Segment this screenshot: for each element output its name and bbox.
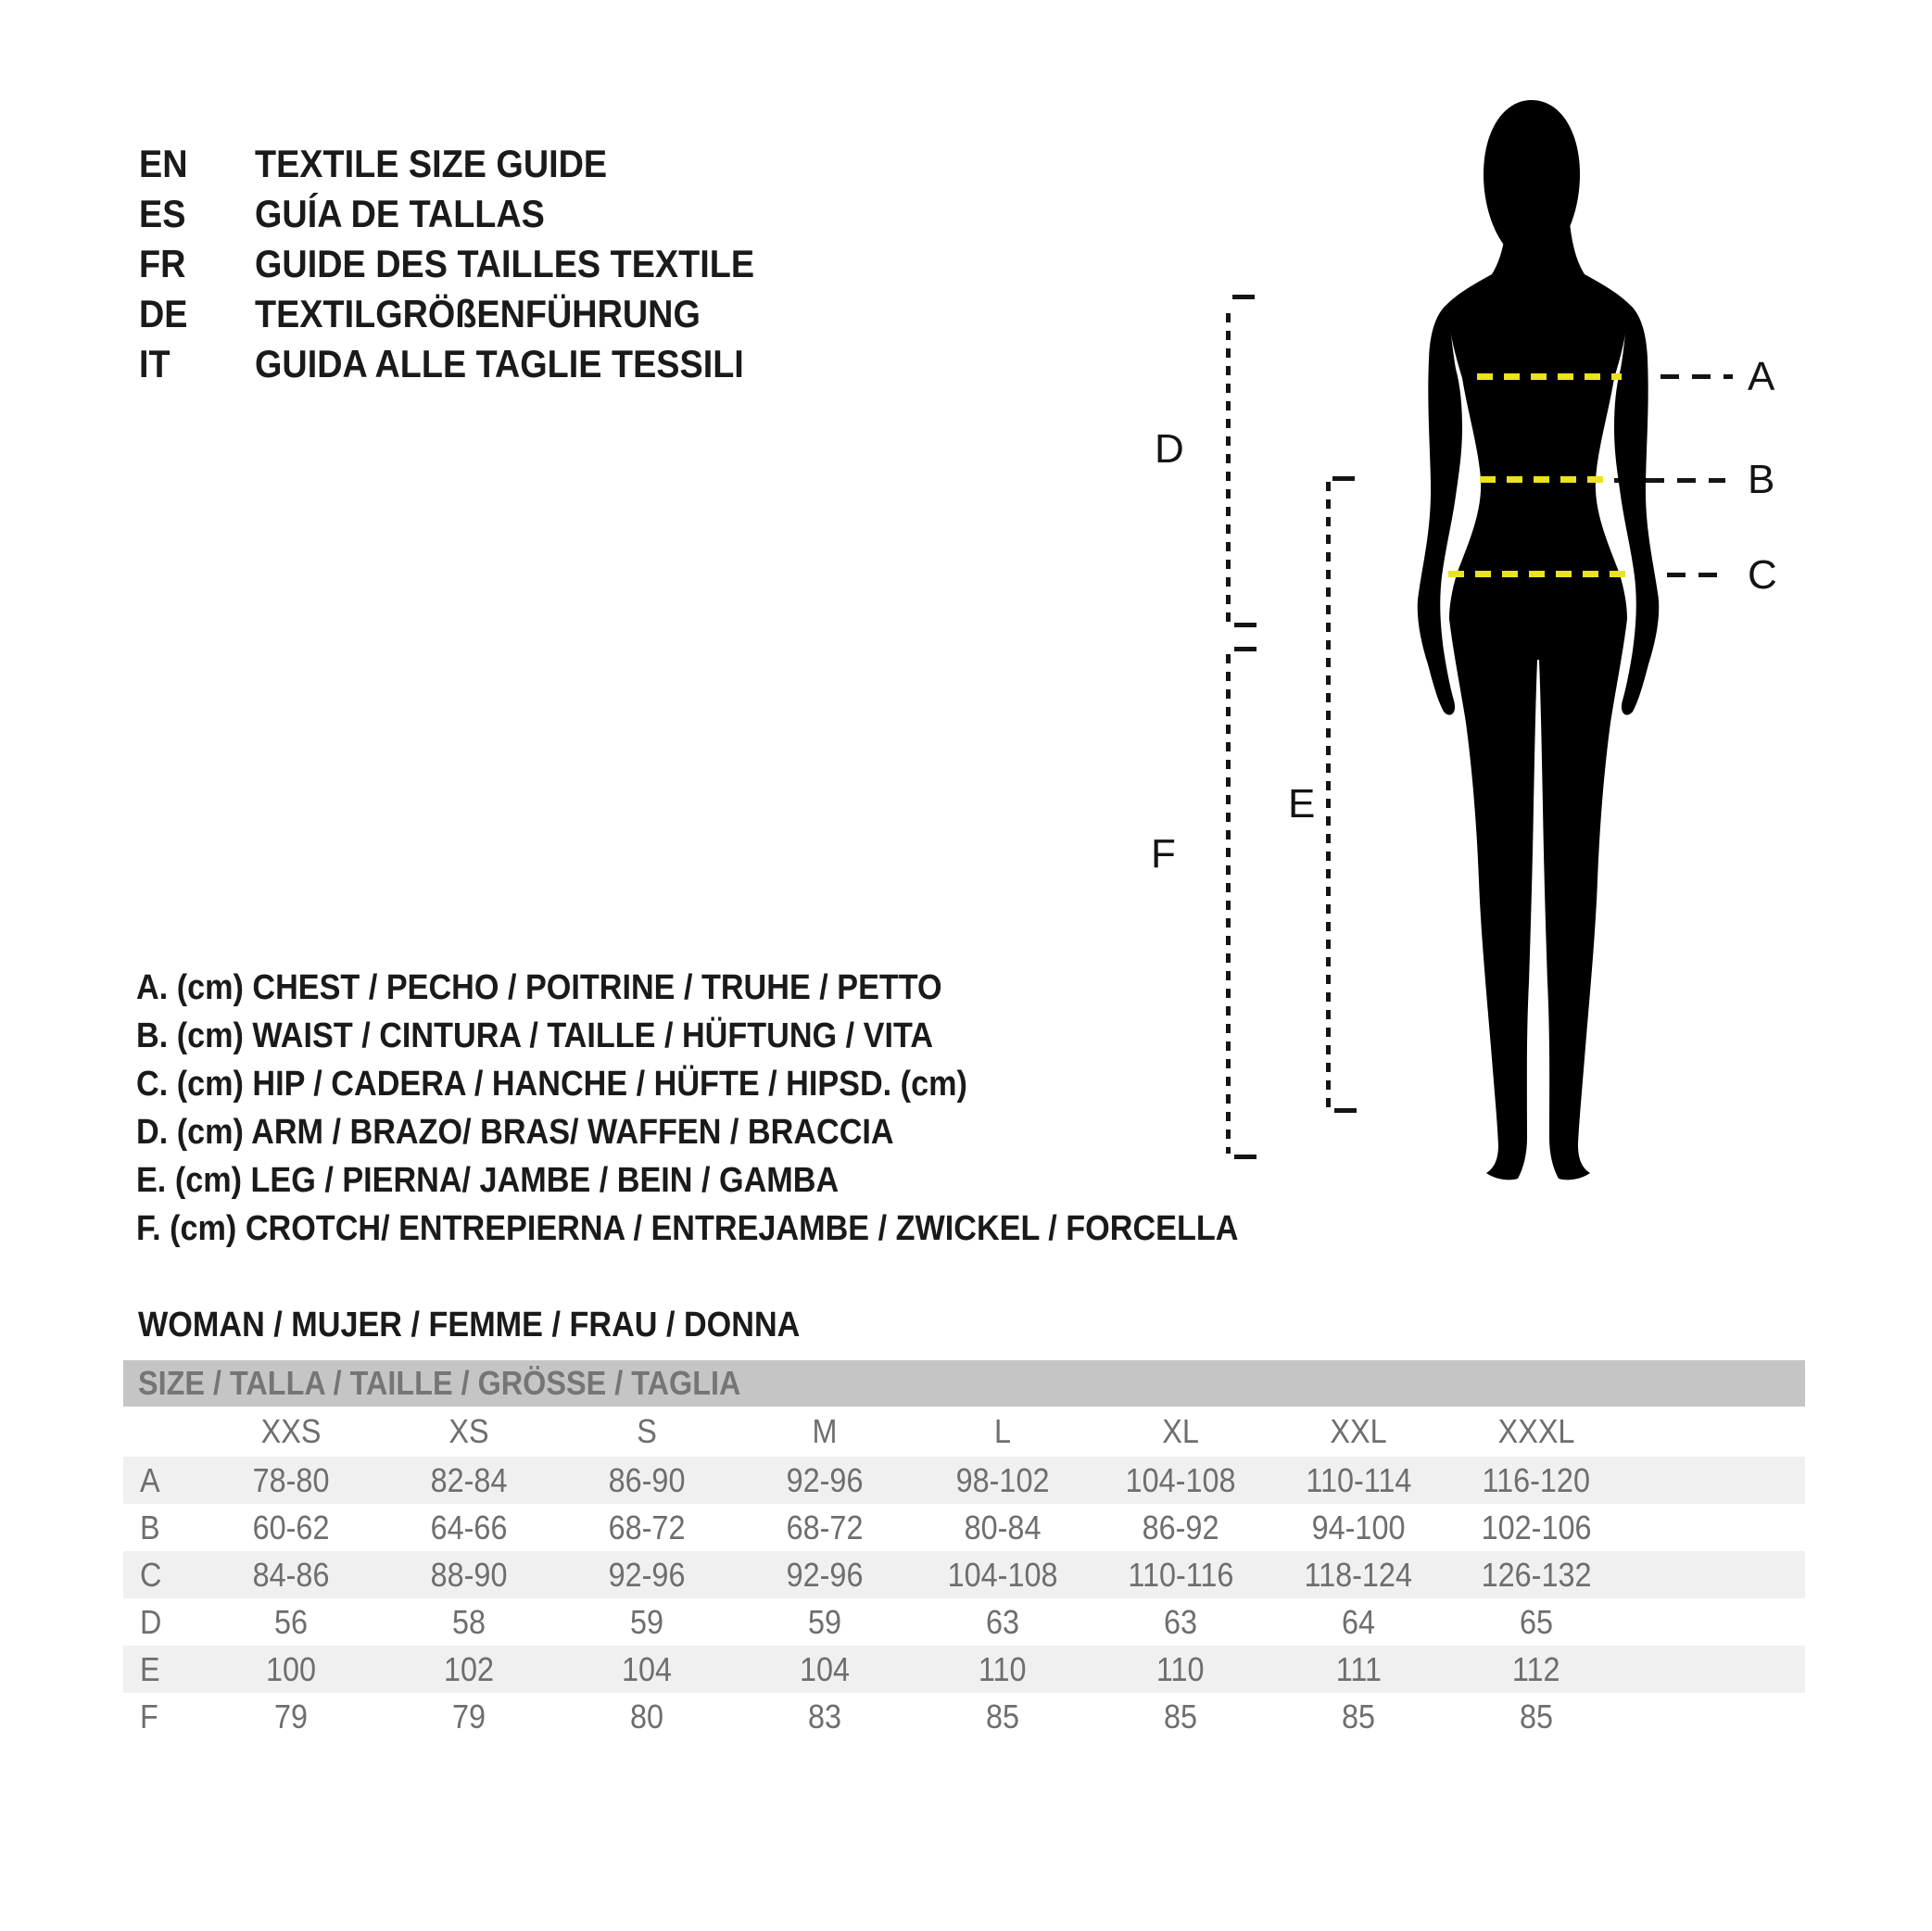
table-row-leg: [123, 1646, 1805, 1693]
cell-text: 102-106: [1481, 1508, 1592, 1546]
cell-text: 110: [979, 1649, 1027, 1688]
table-cell: [202, 1650, 380, 1689]
cell-text: 68-72: [786, 1508, 864, 1546]
column-header: [202, 1412, 380, 1451]
language-code-text: DE: [139, 292, 188, 335]
column-header-text: XS: [448, 1412, 489, 1450]
table-cell: [1447, 1508, 1625, 1547]
cell-text: 64-66: [430, 1508, 508, 1546]
cell-text: 80-84: [964, 1508, 1042, 1546]
row-label: [123, 1603, 202, 1642]
cell-text: 104: [799, 1649, 851, 1688]
column-header: [1092, 1412, 1269, 1451]
guide-title: [255, 292, 750, 336]
cell-text: 92-96: [786, 1460, 864, 1499]
cell-text: 110-114: [1305, 1460, 1412, 1499]
table-cell: [1447, 1556, 1625, 1595]
cell-text: 59: [807, 1602, 842, 1641]
marker-crotch: F: [1151, 831, 1176, 877]
row-label-text: D: [140, 1602, 162, 1641]
cell-text: 104-108: [1125, 1460, 1236, 1499]
table-row-waist: [123, 1504, 1805, 1551]
table-row-crotch: [123, 1693, 1805, 1740]
cell-text: 98-102: [955, 1460, 1050, 1499]
table-cell: [1092, 1603, 1269, 1642]
table-cell: [202, 1461, 380, 1500]
column-header: [1447, 1412, 1625, 1451]
legend-line-hip: [136, 1060, 1361, 1108]
legend-text: D. (cm) ARM / BRAZO/ BRAS/ WAFFEN / BRACCIA: [136, 1113, 894, 1152]
guide-title-text: TEXTILGRÖßENFÜHRUNG: [255, 292, 701, 335]
crotch-measure-line: [1226, 654, 1231, 1154]
row-label: [123, 1508, 202, 1547]
cell-text: 86-92: [1142, 1508, 1219, 1546]
guide-title: [255, 142, 646, 186]
column-header: [736, 1412, 914, 1451]
cell-text: 110-116: [1127, 1555, 1234, 1594]
table-header-row: [123, 1407, 1805, 1457]
table-cell: [1447, 1698, 1625, 1736]
cell-text: 104: [621, 1649, 673, 1688]
waist-measure-line: [1480, 476, 1608, 483]
cell-text: 100: [265, 1649, 317, 1688]
guide-title: [255, 192, 577, 236]
table-cell: [558, 1556, 736, 1595]
table-cell: [1447, 1461, 1625, 1500]
cell-text: 68-72: [608, 1508, 686, 1546]
marker-arm: D: [1155, 426, 1184, 472]
cell-text: 92-96: [786, 1555, 864, 1594]
cell-text: 92-96: [608, 1555, 686, 1594]
table-cell: [914, 1650, 1092, 1689]
column-header-text: XXS: [260, 1412, 322, 1450]
table-cell: [914, 1698, 1092, 1736]
marker-waist: B: [1748, 457, 1775, 502]
table-cell: [914, 1508, 1092, 1547]
cell-text: 118-124: [1304, 1555, 1413, 1594]
cell-text: 94-100: [1311, 1508, 1406, 1546]
hip-measure-line: [1448, 571, 1628, 577]
cell-text: 84-86: [252, 1555, 330, 1594]
column-header-text: XXXL: [1497, 1412, 1575, 1450]
cell-text: 63: [1163, 1602, 1198, 1641]
legend-text: B. (cm) WAIST / CINTURA / TAILLE / HÜFTUNG / VITA: [136, 1016, 934, 1055]
row-label-text: A: [140, 1460, 160, 1499]
table-cell: [1092, 1508, 1269, 1547]
guide-title-text: GUIDA ALLE TAGLIE TESSILI: [255, 342, 744, 385]
cell-text: 126-132: [1481, 1555, 1592, 1594]
cell-text: 86-90: [608, 1460, 686, 1499]
legend-text: E. (cm) LEG / PIERNA/ JAMBE / BEIN / GAMBA: [136, 1161, 840, 1200]
table-cell: [1269, 1461, 1447, 1500]
silhouette-torso-legs: [1447, 211, 1629, 1180]
cell-text: 83: [807, 1697, 842, 1735]
table-cell: [1269, 1650, 1447, 1689]
table-cell: [736, 1508, 914, 1547]
legend-line-crotch: [136, 1205, 1361, 1253]
table-cell: [380, 1461, 558, 1500]
table-cell: [380, 1508, 558, 1547]
table-cell: [1092, 1698, 1269, 1736]
language-list: [139, 139, 810, 389]
language-code: [139, 342, 255, 386]
table-cell: [202, 1603, 380, 1642]
table-cell: [736, 1603, 914, 1642]
table-title-text: SIZE / TALLA / TAILLE / GRÖSSE / TAGLIA: [138, 1364, 741, 1402]
guide-title-text: GUÍA DE TALLAS: [255, 192, 545, 235]
cell-text: 85: [985, 1697, 1020, 1735]
column-header-text: S: [637, 1412, 657, 1450]
marker-leg: E: [1288, 781, 1316, 827]
language-code-text: FR: [139, 242, 186, 285]
cell-text: 59: [629, 1602, 664, 1641]
guide-title: [255, 342, 798, 386]
cell-text: 85: [1341, 1697, 1376, 1735]
row-label-text: B: [140, 1508, 160, 1546]
column-header: [1269, 1412, 1447, 1451]
table-row-chest: [123, 1457, 1805, 1504]
language-row: [139, 339, 810, 389]
cell-text: 104-108: [947, 1555, 1058, 1594]
language-row: [139, 239, 810, 289]
cell-text: 78-80: [252, 1460, 330, 1499]
leg-line-top-tick: [1332, 476, 1355, 481]
section-title-woman: [138, 1301, 874, 1349]
section-title-text: WOMAN / MUJER / FEMME / FRAU / DONNA: [138, 1306, 801, 1344]
guide-title-text: TEXTILE SIZE GUIDE: [255, 142, 608, 185]
row-label: [123, 1698, 202, 1736]
table-cell: [736, 1461, 914, 1500]
row-label-text: E: [140, 1649, 160, 1688]
guide-title-text: GUIDE DES TAILLES TEXTILE: [255, 242, 755, 285]
table-cell: [1269, 1556, 1447, 1595]
crotch-line-top-tick: [1234, 647, 1256, 651]
column-header: [380, 1412, 558, 1451]
language-code: [139, 242, 255, 286]
chest-measure-line: [1477, 373, 1622, 380]
row-label: [123, 1461, 202, 1500]
table-cell: [558, 1698, 736, 1736]
table-cell: [202, 1698, 380, 1736]
cell-text: 79: [451, 1697, 486, 1735]
table-cell: [380, 1603, 558, 1642]
row-label-text: C: [140, 1555, 162, 1594]
leg-measure-line: [1326, 482, 1331, 1109]
cell-text: 79: [273, 1697, 309, 1735]
row-label: [123, 1650, 202, 1689]
column-header: [558, 1412, 736, 1451]
cell-text: 60-62: [252, 1508, 330, 1546]
table-cell: [1447, 1603, 1625, 1642]
table-cell: [380, 1556, 558, 1595]
cell-text: 82-84: [430, 1460, 508, 1499]
cell-text: 56: [273, 1602, 309, 1641]
language-row: [139, 189, 810, 239]
table-cell: [1269, 1603, 1447, 1642]
table-cell: [914, 1556, 1092, 1595]
crotch-line-bottom-tick: [1234, 1155, 1256, 1159]
table-cell: [1092, 1650, 1269, 1689]
table-cell: [1092, 1461, 1269, 1500]
marker-hip: C: [1748, 552, 1777, 598]
language-row: [139, 139, 810, 189]
guide-title: [255, 242, 810, 286]
language-code-text: ES: [139, 192, 186, 235]
cell-text: 102: [443, 1649, 495, 1688]
arm-line-bottom-tick: [1234, 623, 1256, 627]
row-label: [123, 1556, 202, 1595]
table-cell: [558, 1650, 736, 1689]
table-cell: [380, 1650, 558, 1689]
arm-measure-line: [1226, 313, 1231, 626]
table-row-arm: [123, 1598, 1805, 1646]
table-cell: [914, 1461, 1092, 1500]
legend-line-chest: [136, 964, 1361, 1012]
leg-line-bottom-tick: [1334, 1108, 1357, 1113]
table-cell: [380, 1698, 558, 1736]
cell-text: 111: [1335, 1649, 1382, 1688]
table-cell: [736, 1556, 914, 1595]
legend-line-arm: [136, 1108, 1361, 1156]
cell-text: 116-120: [1482, 1460, 1591, 1499]
cell-text: 110: [1156, 1649, 1205, 1688]
language-code: [139, 142, 255, 186]
row-label-text: F: [140, 1697, 158, 1735]
woman-silhouette: [1408, 93, 1673, 1191]
table-cell: [1447, 1650, 1625, 1689]
cell-text: 63: [985, 1602, 1020, 1641]
language-code: [139, 192, 255, 236]
cell-text: 85: [1519, 1697, 1554, 1735]
arm-line-top-tick: [1232, 295, 1255, 299]
table-cell: [558, 1461, 736, 1500]
table-cell: [558, 1603, 736, 1642]
language-row: [139, 289, 810, 339]
legend-line-leg: [136, 1156, 1361, 1205]
legend-text: F. (cm) CROTCH/ ENTREPIERNA / ENTREJAMBE / ZWICKEL / FORCELLA: [136, 1209, 1239, 1248]
language-code: [139, 292, 255, 336]
measurement-legend: [136, 964, 1361, 1253]
cell-text: 80: [629, 1697, 664, 1735]
column-header-text: XXL: [1330, 1412, 1387, 1450]
table-title-band: [123, 1360, 1805, 1407]
column-header-text: L: [993, 1412, 1012, 1450]
language-code-text: IT: [139, 342, 170, 385]
column-header-text: XL: [1162, 1412, 1199, 1450]
size-table: [123, 1360, 1805, 1740]
legend-text: C. (cm) HIP / CADERA / HANCHE / HÜFTE / HIPSD. (cm): [136, 1065, 967, 1104]
marker-chest: A: [1748, 354, 1775, 399]
language-code-text: EN: [139, 142, 188, 185]
table-cell: [202, 1556, 380, 1595]
table-cell: [1092, 1556, 1269, 1595]
cell-text: 85: [1163, 1697, 1198, 1735]
table-cell: [736, 1698, 914, 1736]
table-cell: [1269, 1698, 1447, 1736]
legend-text: A. (cm) CHEST / PECHO / POITRINE / TRUHE / PETTO: [136, 968, 942, 1007]
cell-text: 88-90: [430, 1555, 508, 1594]
table-cell: [558, 1508, 736, 1547]
cell-text: 64: [1341, 1602, 1376, 1641]
table-cell: [736, 1650, 914, 1689]
cell-text: 112: [1512, 1649, 1560, 1688]
table-cell: [914, 1603, 1092, 1642]
legend-line-waist: [136, 1012, 1361, 1060]
cell-text: 65: [1519, 1602, 1554, 1641]
cell-text: 58: [451, 1602, 486, 1641]
table-cell: [202, 1508, 380, 1547]
column-header: [914, 1412, 1092, 1451]
table-row-hip: [123, 1551, 1805, 1598]
column-header-text: M: [812, 1412, 838, 1450]
table-cell: [1269, 1508, 1447, 1547]
